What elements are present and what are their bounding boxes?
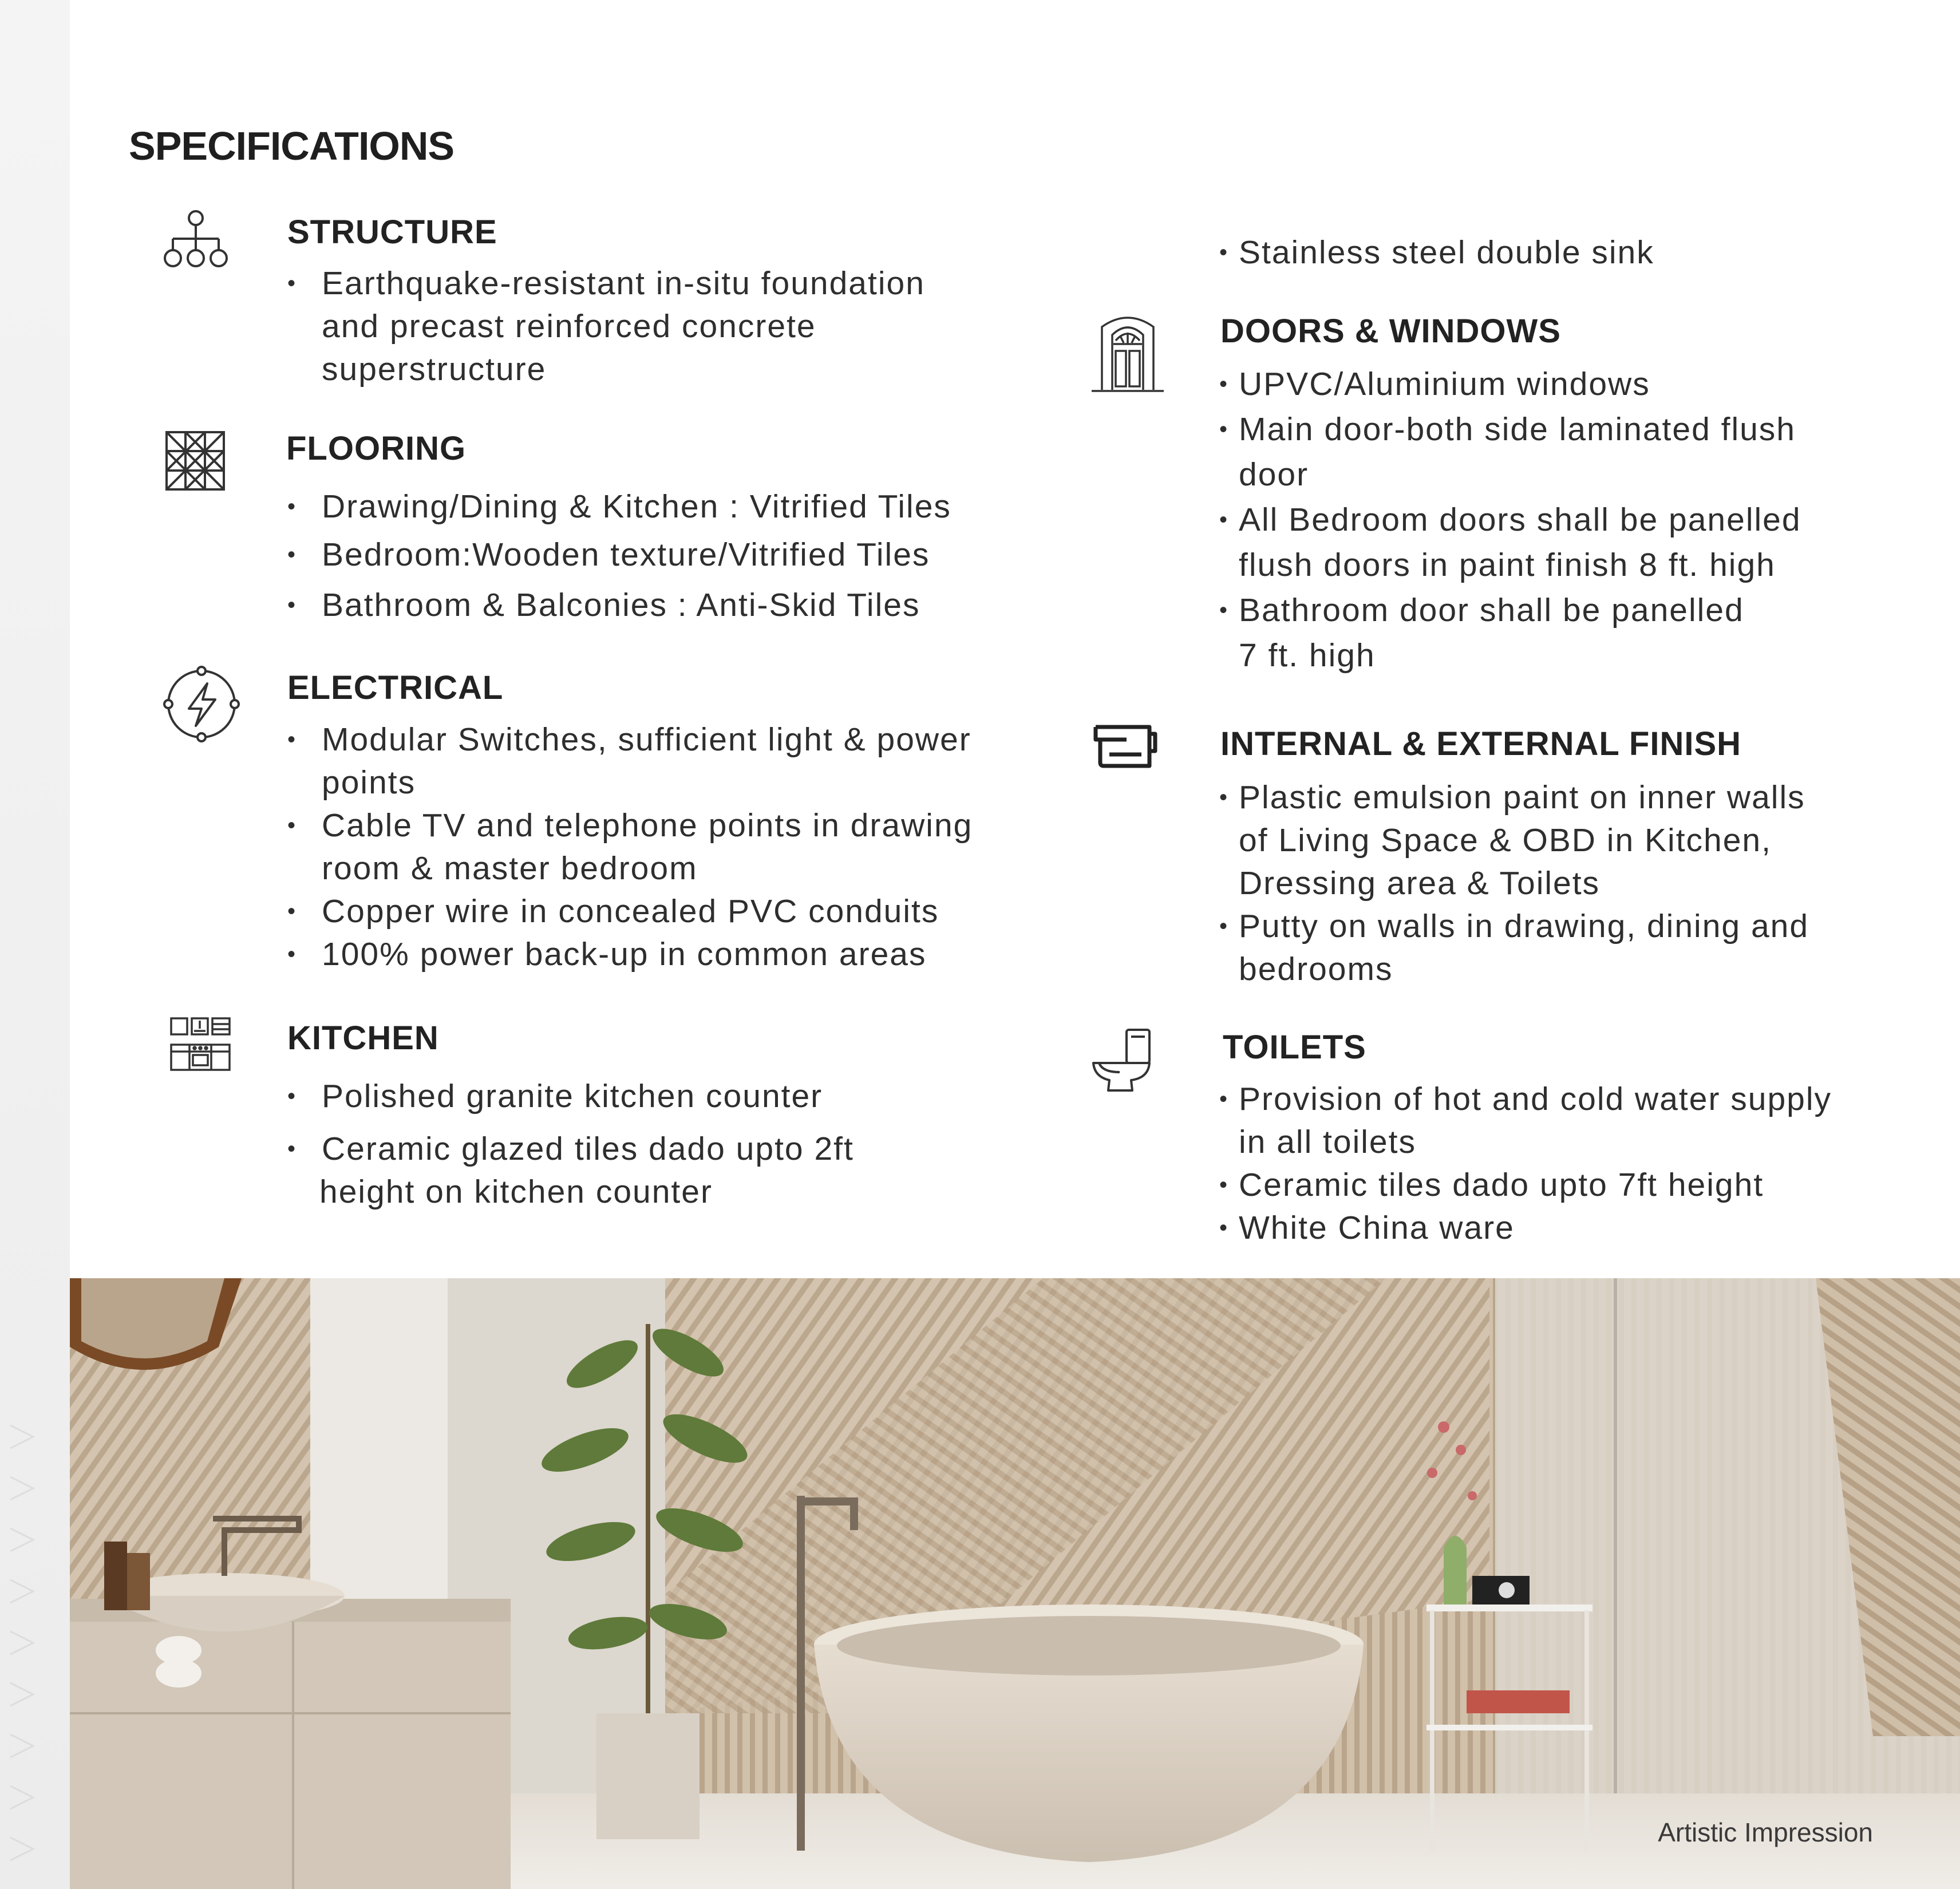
page-title: SPECIFICATIONS (129, 124, 455, 168)
toilets-item: • White China ware (1219, 1207, 1515, 1250)
bathroom-illustration (70, 1278, 1960, 1889)
electrical-item: • Cable TV and telephone points in drawing (287, 804, 973, 847)
structure-item: • Earthquake-resistant in-situ foundation (287, 262, 925, 305)
doors-item: • Main door-both side laminated flush (1219, 408, 1796, 451)
finish-item-line: bedrooms (1239, 951, 1393, 987)
section-title-finish: INTERNAL & EXTERNAL FINISH (1220, 725, 1742, 762)
door-icon (1090, 312, 1165, 393)
electrical-item-line: room & master bedroom (322, 850, 698, 887)
toilets-item: • Ceramic tiles dado upto 7ft height (1219, 1164, 1764, 1207)
lightning-icon (161, 664, 242, 744)
structure-item-line: and precast reinforced concrete (322, 308, 816, 345)
finish-item-line: of Living Space & OBD in Kitchen, (1239, 822, 1772, 859)
flooring-item: • Drawing/Dining & Kitchen : Vitrified Tiles (287, 485, 951, 528)
kitchen-item: • Polished granite kitchen counter (287, 1075, 823, 1118)
ornament-pattern (5, 1414, 39, 1872)
electrical-item: • Copper wire in concealed PVC conduits (287, 890, 939, 933)
electrical-item-line: points (322, 764, 416, 801)
kitchen-item-line: height on kitchen counter (319, 1173, 713, 1210)
doors-item: • UPVC/Aluminium windows (1219, 363, 1650, 406)
section-title-toilets: TOILETS (1223, 1029, 1366, 1066)
doors-item: • Bathroom door shall be panelled (1219, 589, 1744, 632)
finish-item-line: Dressing area & Toilets (1239, 865, 1601, 902)
toilets-item: • Provision of hot and cold water supply (1219, 1078, 1832, 1121)
flooring-item: • Bedroom:Wooden texture/Vitrified Tiles (287, 533, 930, 576)
finish-item: • Putty on walls in drawing, dining and (1219, 905, 1809, 948)
kitchen-icon (169, 1016, 232, 1073)
doors-item-line: 7 ft. high (1239, 637, 1376, 674)
bathroom-photo (70, 1278, 1960, 1889)
photo-caption: Artistic Impression (1658, 1817, 1873, 1847)
paint-bucket-icon (1092, 722, 1158, 770)
doors-item: • All Bedroom doors shall be panelled (1219, 499, 1801, 542)
kitchen-item: • Stainless steel double sink (1219, 231, 1654, 274)
electrical-item: • Modular Switches, sufficient light & power (287, 718, 971, 761)
doors-item-line: flush doors in paint finish 8 ft. high (1239, 547, 1776, 583)
toilet-icon (1091, 1028, 1154, 1093)
section-title-electrical: ELECTRICAL (287, 669, 504, 706)
toilets-item-line: in all toilets (1239, 1124, 1416, 1160)
hierarchy-icon (161, 209, 230, 272)
electrical-item: • 100% power back-up in common areas (287, 933, 927, 976)
section-title-doors-windows: DOORS & WINDOWS (1220, 313, 1561, 350)
section-title-kitchen: KITCHEN (287, 1019, 439, 1057)
doors-item-line: door (1239, 456, 1309, 493)
section-title-flooring: FLOORING (286, 430, 467, 467)
section-title-structure: STRUCTURE (287, 214, 497, 251)
structure-item-line: superstructure (322, 351, 547, 388)
tiles-icon (165, 430, 226, 491)
flooring-item: • Bathroom & Balconies : Anti-Skid Tiles (287, 584, 920, 627)
finish-item: • Plastic emulsion paint on inner walls (1219, 776, 1805, 819)
kitchen-item: • Ceramic glazed tiles dado upto 2ft (287, 1128, 854, 1171)
left-decorative-strip (0, 0, 70, 1889)
